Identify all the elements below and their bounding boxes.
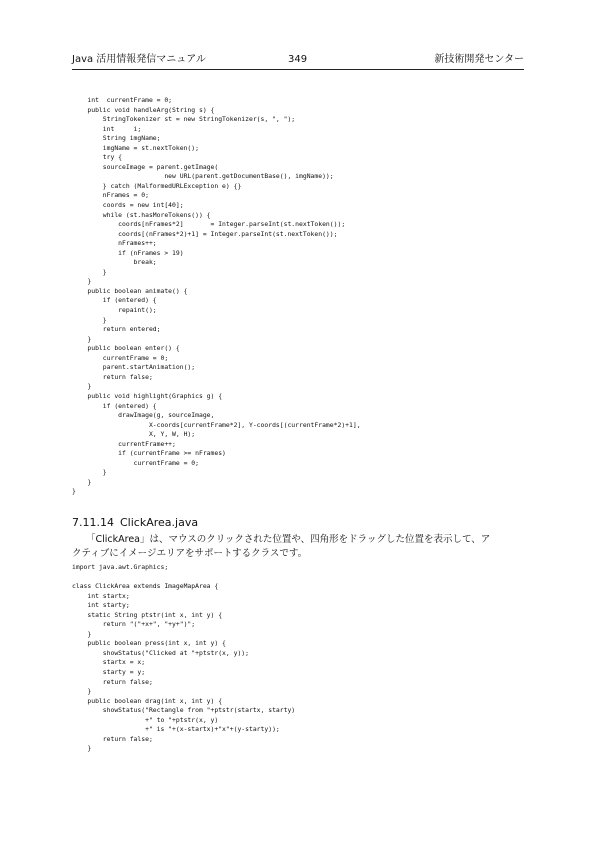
code-line: if (currentFrame >= nFrames): [72, 449, 226, 458]
code-line: public boolean drag(int x, int y) {: [72, 696, 223, 705]
code-line: startx = x;: [72, 658, 146, 667]
code-line: StringTokenizer st = new StringTokenizer(s, ", ");: [72, 115, 296, 124]
code-line: public boolean enter() {: [72, 344, 180, 353]
code-line: import java.awt.Graphics;: [72, 563, 169, 571]
code-line: int i;: [72, 124, 142, 133]
code-line: public boolean press(int x, int y) {: [72, 639, 226, 648]
code-line: starty = y;: [72, 668, 146, 677]
code-line: sourceImage = parent.getImage(: [72, 162, 219, 171]
code-line: while (st.hasMoreTokens()) {: [72, 210, 211, 219]
code-line: }: [72, 629, 92, 638]
code-line: }: [72, 315, 107, 324]
code-line: repaint();: [72, 306, 157, 315]
code-line: coords[(nFrames*2)+1] = Integer.parseInt(st.nextToken());: [72, 229, 338, 238]
code-line: currentFrame++;: [72, 439, 176, 448]
section-heading: [72, 516, 198, 530]
code-line: String imgName;: [72, 134, 161, 143]
code-line: coords = new int[40];: [72, 201, 184, 210]
code-line: nFrames = 0;: [72, 191, 149, 200]
page-number: 349: [288, 54, 308, 65]
code-line: break;: [72, 258, 157, 267]
code-line: }: [72, 487, 76, 496]
code-line: return entered;: [72, 325, 161, 334]
code-line: try {: [72, 153, 123, 162]
code-line: return false;: [72, 677, 153, 686]
code-line: return false;: [72, 734, 153, 743]
description-paragraph: [72, 533, 527, 560]
code-line: int starty;: [72, 601, 130, 610]
code-line: X-coords[currentFrame*2], Y-coords[(currentFrame*2)+1],: [72, 420, 361, 429]
code-line: showStatus("Rectangle from "+ptstr(startx, starty): [72, 706, 296, 715]
code-line: return "("+x+", "+y+")";: [72, 620, 196, 629]
paragraph-line: クティブにイメージエリアをサポートするクラスです。: [72, 547, 308, 559]
code-line: parent.startAnimation();: [72, 363, 196, 372]
section-number: 7.11.14: [72, 516, 114, 529]
code-line: }: [72, 267, 107, 276]
code-line: +" to "+ptstr(x, y): [72, 715, 219, 724]
code-line: imgName = st.nextToken();: [72, 143, 199, 152]
code-line: coords[nFrames*2] = Integer.parseInt(st.nextToken());: [72, 220, 346, 229]
code-line: currentFrame = 0;: [72, 458, 199, 467]
code-line: drawImage(g, sourceImage,: [72, 411, 215, 420]
code-line: if (nFrames > 19): [72, 248, 184, 257]
code-listing-top: [72, 96, 361, 497]
code-line: currentFrame = 0;: [72, 353, 169, 362]
code-line: return false;: [72, 372, 153, 381]
section-title: ClickArea.java: [120, 516, 199, 529]
header-title: Java 活用情報発信マニュアル: [72, 54, 206, 65]
header-rule: [72, 69, 524, 70]
code-line: int currentFrame = 0;: [72, 96, 173, 104]
code-line: }: [72, 744, 92, 753]
code-line: X, Y, W, H);: [72, 430, 196, 439]
code-line: public boolean animate() {: [72, 286, 188, 295]
code-line: +" is "+(x-startx)+"x"+(y-starty));: [72, 725, 280, 734]
code-line: public void highlight(Graphics g) {: [72, 391, 223, 400]
code-line: } catch (MalformedURLException e) {}: [72, 181, 242, 190]
code-line: }: [72, 334, 92, 343]
code-line: }: [72, 382, 92, 391]
code-listing-bottom: [72, 563, 295, 754]
paragraph-line: 「ClickArea」は、マウスのクリックされた位置や、四角形をドラッグした位置を表示して、ア: [86, 534, 491, 545]
code-line: public void handleArg(String s) {: [72, 105, 215, 114]
code-line: new URL(parent.getDocumentBase(), imgName));: [72, 172, 334, 181]
code-line: static String ptstr(int x, int y) {: [72, 610, 223, 619]
code-line: }: [72, 277, 92, 286]
code-line: }: [72, 687, 92, 696]
code-line: }: [72, 468, 107, 477]
code-line: nFrames++;: [72, 239, 157, 248]
page-header: [72, 53, 524, 67]
code-line: class ClickArea extends ImageMapArea {: [72, 582, 219, 591]
code-line: showStatus("Clicked at "+ptstr(x, y));: [72, 648, 249, 657]
header-organization: 新技術開発センター: [434, 54, 524, 65]
code-line: }: [72, 477, 92, 486]
code-line: if (entered) {: [72, 401, 157, 410]
code-line: int startx;: [72, 591, 130, 600]
code-line: if (entered) {: [72, 296, 157, 305]
